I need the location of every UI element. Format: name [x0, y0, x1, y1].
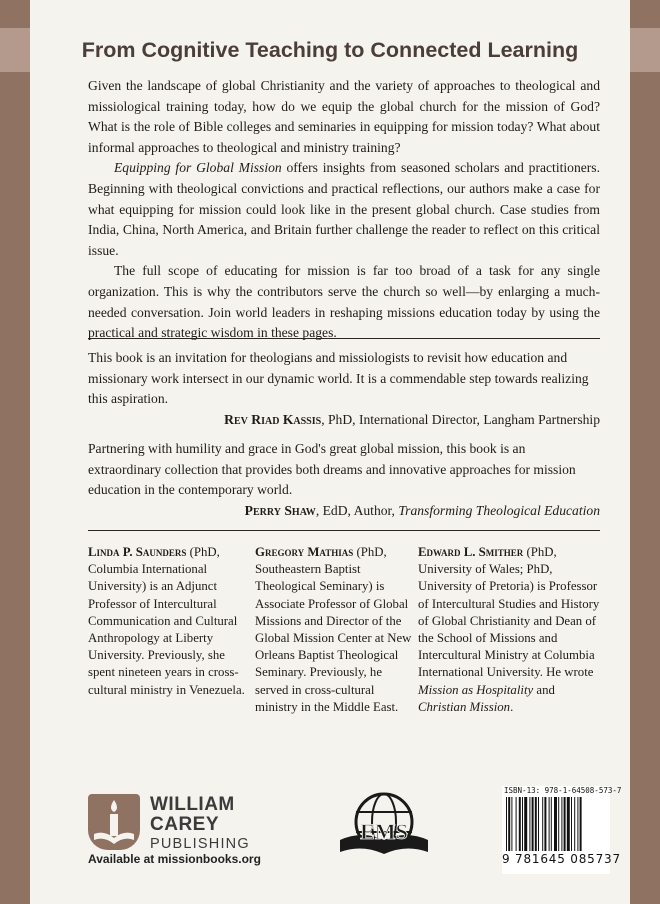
barcode-number: 9 781645 085737 [502, 852, 621, 866]
cover-border-left [0, 0, 30, 904]
barcode-bar [580, 797, 582, 851]
barcode-bar [516, 797, 517, 851]
author-bio-smither [418, 544, 604, 716]
endorsement-quote: This book is an invitation for theologians and missiologists to revisit how education and missionary work intersect in our dynamic world. It is a commendable step towards realizing this aspiration. [88, 350, 589, 407]
author-bio-text: . [510, 699, 514, 714]
book-title-reference: Equipping for Global Mission [114, 160, 282, 176]
barcode-bar [577, 797, 578, 851]
publisher-name-line2: CAREY [150, 814, 220, 835]
barcode-bar [524, 797, 527, 851]
barcode-bar [564, 797, 566, 851]
barcode-bar [532, 797, 534, 851]
endorsement-1 [88, 348, 600, 430]
barcode [502, 786, 622, 874]
barcode-bar [529, 797, 530, 851]
book-description [88, 76, 600, 344]
barcode-bar [506, 797, 507, 851]
publisher-name-line3: PUBLISHING [150, 836, 250, 852]
cover-border-right [630, 0, 660, 904]
endorsement-attribution [88, 501, 600, 522]
endorser-detail: , EdD, Author, [315, 502, 399, 518]
description-paragraph-2 [88, 158, 600, 261]
barcode-bar [567, 797, 570, 851]
author-book-title: Christian Mission [418, 699, 511, 714]
endorser-name: Perry Shaw [244, 502, 316, 518]
border-band [0, 28, 30, 72]
endorser-book-title: Transforming Theological Education [398, 502, 600, 518]
barcode-bar [561, 797, 562, 851]
barcode-bar [544, 797, 546, 851]
publisher-name-line1: WILLIAM [150, 794, 235, 815]
author-name: Gregory Mathias [255, 545, 354, 559]
border-band [630, 28, 660, 72]
cover-headline: From Cognitive Teaching to Connected Learning [81, 38, 579, 62]
barcode-bar [558, 797, 559, 851]
author-book-title: Mission as Hospitality [418, 682, 534, 697]
author-name: Edward L. Smither [418, 545, 524, 559]
endorser-name: Rev Riad Kassis [224, 411, 322, 427]
barcode-bar [511, 797, 512, 851]
barcode-bars [506, 797, 606, 851]
author-bio-saunders [88, 544, 248, 699]
author-bio-text: (PhD, University of Wales; PhD, University of Pretoria) is Professor of Intercultural Studies and History of Global Christianity and Dean of the School of Missions and Intercultural Ministry at Columbia International University. He wrote [418, 545, 600, 680]
barcode-bar [522, 797, 523, 851]
barcode-bar [508, 797, 510, 851]
back-cover [30, 0, 630, 904]
author-bio-text: and [533, 682, 555, 697]
barcode-bar [538, 797, 539, 851]
endorsement-2 [88, 439, 600, 521]
divider-rule [88, 338, 600, 339]
description-paragraph-1: Given the landscape of global Christianity and the variety of approaches to theological and missiological training today, how do we equip the global church for the mission of God? What is the role of Bible colleges and seminaries in equipping for mission today? What about informal approaches to theological and ministry training? [88, 78, 600, 155]
barcode-bar [574, 797, 575, 851]
description-paragraph-2-text: offers insights from seasoned scholars and practitioners. Beginning with theological convictions and practical reflections, our authors make a case for what equipping for mission could look like in the present global church. Case studies from India, China, North America, and Britain further challenge the reader to reflect on this critical issue. [88, 160, 600, 258]
barcode-bar [535, 797, 537, 851]
barcode-bar [542, 797, 543, 851]
description-paragraph-3: The full scope of educating for mission is far too broad of a task for any single organization. This is why the contributors serve the church so well—by enlarging a much-needed conversation. Join world leaders in reshaping missions education today by using the practical and strategic wisdom in these pages. [88, 263, 600, 341]
endorsement-quote: Partnering with humility and grace in God's great global mission, this book is an extraordinary collection that provides both dreams and innovative approaches for mission education in the contemporary world. [88, 441, 576, 498]
availability-note: Available at missionbooks.org [88, 852, 261, 866]
barcode-bar [554, 797, 557, 851]
candle-book-icon [88, 794, 140, 850]
globe-book-icon [334, 790, 434, 860]
author-bio-mathias [255, 544, 415, 716]
barcode-bar [519, 797, 521, 851]
barcode-bar [549, 797, 550, 851]
author-bio-text: (PhD, Columbia International University) is an Adjunct Professor of Intercultural Communication and Cultural Anthropology at Liberty University. Previously, she spent nineteen years in cross-cultural ministry in Venezuela. [88, 545, 245, 697]
isbn-label: ISBN-13: 978-1-64508-573-7 [504, 786, 622, 795]
ems-logo-text: EMS [360, 819, 408, 844]
endorsement-attribution [88, 410, 600, 431]
endorser-detail: , PhD, International Director, Langham Partnership [321, 411, 600, 427]
divider-rule [88, 530, 600, 531]
barcode-bar [551, 797, 552, 851]
author-name: Linda P. Saunders [88, 545, 187, 559]
barcode-bar [571, 797, 572, 851]
author-bio-text: (PhD, Southeastern Baptist Theological Seminary) is Associate Professor of Global Missions and Director of the Global Mission Center at New Orleans Baptist Theological Seminary. Previously, he served in cross-cultural ministry in the Middle East. [255, 545, 412, 714]
publisher-logo [88, 792, 308, 872]
